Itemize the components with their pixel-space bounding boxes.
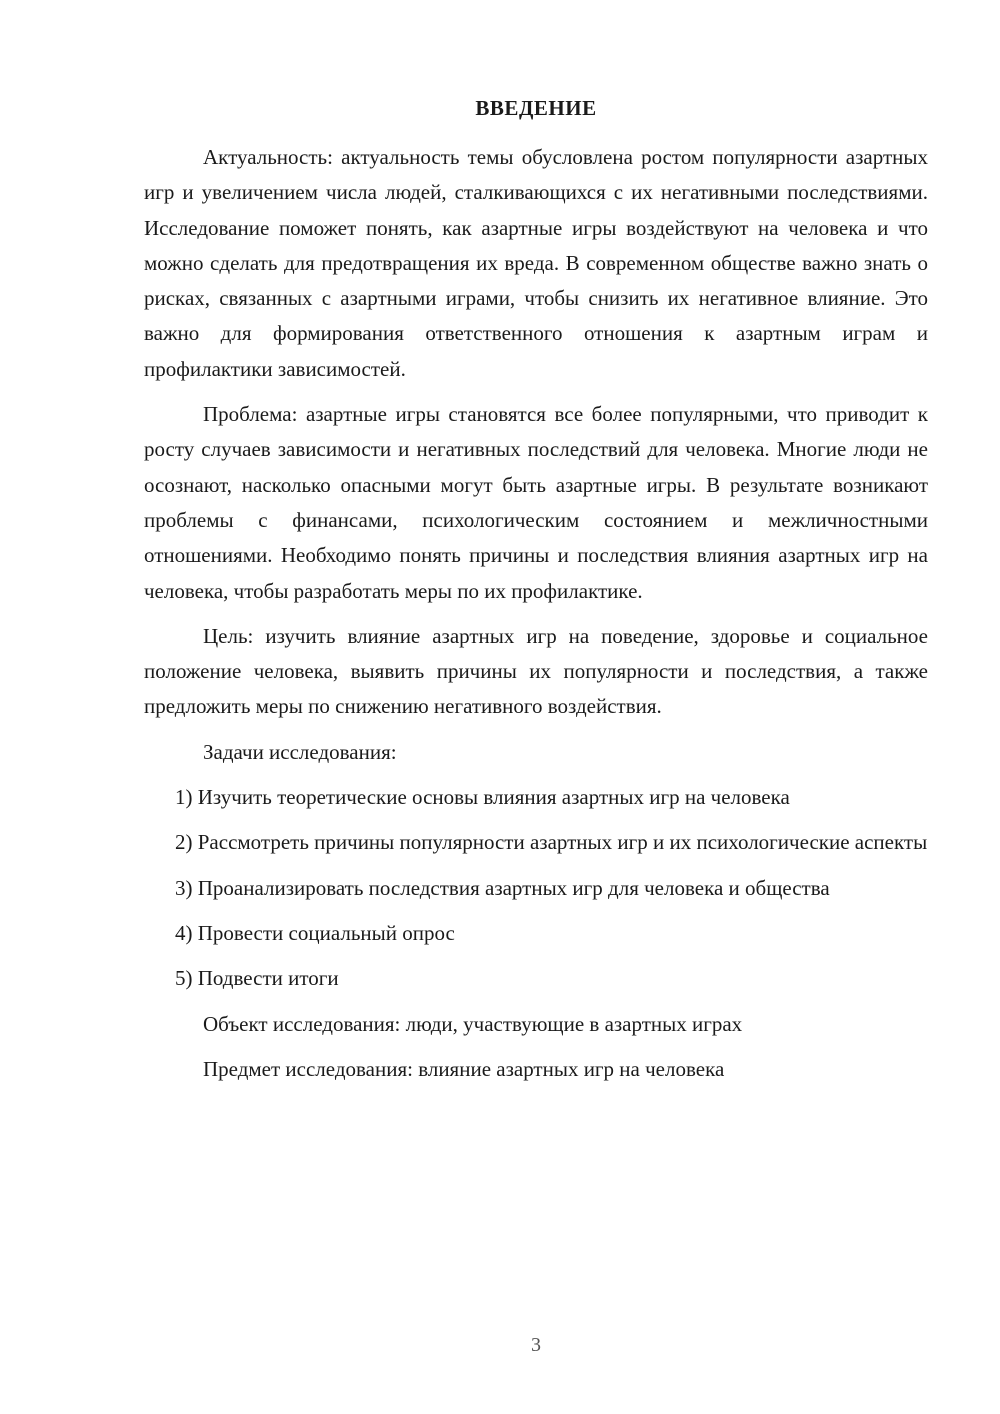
tasks-title: Задачи исследования: — [203, 739, 397, 764]
page-title: ВВЕДЕНИЕ — [475, 96, 597, 120]
paragraph-problem: Проблема: азартные игры становятся все более популярными, что приводит к росту случаев зависимости и негативных последствий для человека. Многие люди не осознают, насколько опасными могут быть азартные игры. В результате возникают проблемы с финансами, психологическим состоянием и межличностными отношениями. Необходимо понять причины и последствия влияния азартных игр на человека, чтобы разработать меры по их профилактике. — [144, 402, 928, 603]
task-item-3: 3) Проанализировать последствия азартных игр для человека и общества — [175, 875, 830, 900]
task-item-2: 2) Рассмотреть причины популярности азартных игр и их психологические аспекты — [175, 830, 928, 855]
paragraph-goal: Цель: изучить влияние азартных игр на поведение, здоровье и социальное положение человека, выявить причины их популярности и последствия, а также предложить меры по снижению негативного воздействия. — [144, 623, 928, 719]
page-number: 3 — [531, 1334, 541, 1356]
paragraph-object: Объект исследования: люди, участвующие в азартных играх — [203, 1011, 743, 1036]
task-item-5: 5) Подвести итоги — [175, 966, 339, 991]
task-item-1: 1) Изучить теоретические основы влияния азартных игр на человека — [175, 785, 790, 810]
document-body — [144, 140, 928, 1097]
task-item-4: 4) Провести социальный опрос — [175, 920, 455, 945]
document-page — [144, 0, 928, 1414]
paragraph-subject: Предмет исследования: влияние азартных игр на человека — [203, 1056, 725, 1081]
paragraph-relevance: Актуальность: актуальность темы обусловлена ростом популярности азартных игр и увеличением числа людей, сталкивающихся с их негативными последствиями. Исследование поможет понять, как азартные игры воздействуют на человека и что можно сделать для предотвращения их вреда. В современном обществе важно знать о рисках, связанных с азартными играми, чтобы снизить их негативное влияние. Это важно для формирования ответственного отношения к азартным играм и профилактики зависимостей. — [144, 145, 928, 381]
